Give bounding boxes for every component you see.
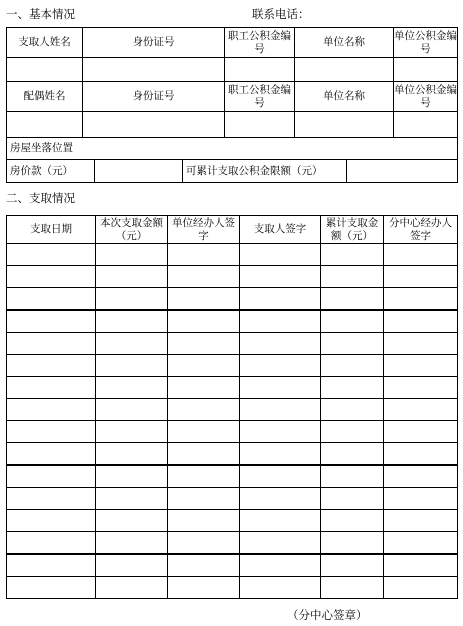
house-location-label: 房屋坐落位置: [10, 142, 73, 154]
table-row: [7, 310, 458, 333]
applicant-name-label: 支取人姓名: [7, 28, 83, 58]
id-number-label: 身份证号: [83, 28, 225, 58]
employer-name-label: 单位名称: [295, 28, 394, 58]
header-withdrawal-date: 支取日期: [7, 216, 96, 244]
section1-title: 一、基本情况: [6, 7, 75, 21]
table-row: [7, 377, 458, 399]
table-row: [7, 554, 458, 577]
spouse-id-cell[interactable]: [83, 112, 225, 138]
phone-label: 联系电话：: [252, 7, 310, 21]
table-row: [7, 333, 458, 355]
header-cumulative-amount: 累计支取金额（元）: [321, 216, 384, 244]
applicant-employer-fund-cell[interactable]: [394, 58, 458, 82]
spouse-employer-cell[interactable]: [295, 112, 394, 138]
spouse-employer-label: 单位名称: [295, 82, 394, 112]
table-row: [7, 421, 458, 443]
limit-label: 可累计支取公积金限额（元）: [183, 160, 347, 182]
house-location-row[interactable]: [7, 138, 458, 160]
table-row: [7, 244, 458, 266]
table-row: [7, 355, 458, 377]
withdrawal-table: [6, 215, 458, 599]
table-row: [7, 577, 458, 599]
table-row: [7, 465, 458, 488]
section2-title: 二、支取情况: [6, 191, 75, 205]
spouse-name-label: 配偶姓名: [7, 82, 83, 112]
limit-cell[interactable]: [347, 160, 457, 182]
header-applicant-signature: 支取人签字: [240, 216, 321, 244]
table-row: [7, 488, 458, 510]
spouse-id-label: 身份证号: [83, 82, 225, 112]
table-row: [7, 532, 458, 555]
applicant-fund-number-cell[interactable]: [225, 58, 295, 82]
price-limit-row: [7, 160, 458, 183]
spouse-employer-fund-label: 单位公积金编号: [394, 82, 458, 112]
spouse-fund-number-label: 职工公积金编号: [225, 82, 295, 112]
basic-info-table: [6, 27, 458, 183]
table-row: [7, 399, 458, 421]
spouse-fund-number-cell[interactable]: [225, 112, 295, 138]
employer-fund-number-label: 单位公积金编号: [394, 28, 458, 58]
spouse-name-cell[interactable]: [7, 112, 83, 138]
table-row: [7, 266, 458, 288]
header-center-handler-signature: 分中心经办人签字: [384, 216, 458, 244]
header-employer-handler-signature: 单位经办人签字: [168, 216, 240, 244]
applicant-id-cell[interactable]: [83, 58, 225, 82]
table-row: [7, 288, 458, 311]
table-row: [7, 443, 458, 466]
applicant-employer-cell[interactable]: [295, 58, 394, 82]
spouse-employer-fund-cell[interactable]: [394, 112, 458, 138]
employee-fund-number-label: 职工公积金编号: [225, 28, 295, 58]
center-seal-label: （分中心签章）: [287, 608, 368, 622]
house-price-cell[interactable]: [95, 160, 183, 182]
house-price-label: 房价款（元）: [7, 160, 95, 182]
table-row: [7, 510, 458, 532]
header-current-amount: 本次支取金额（元）: [96, 216, 168, 244]
applicant-name-cell[interactable]: [7, 58, 83, 82]
